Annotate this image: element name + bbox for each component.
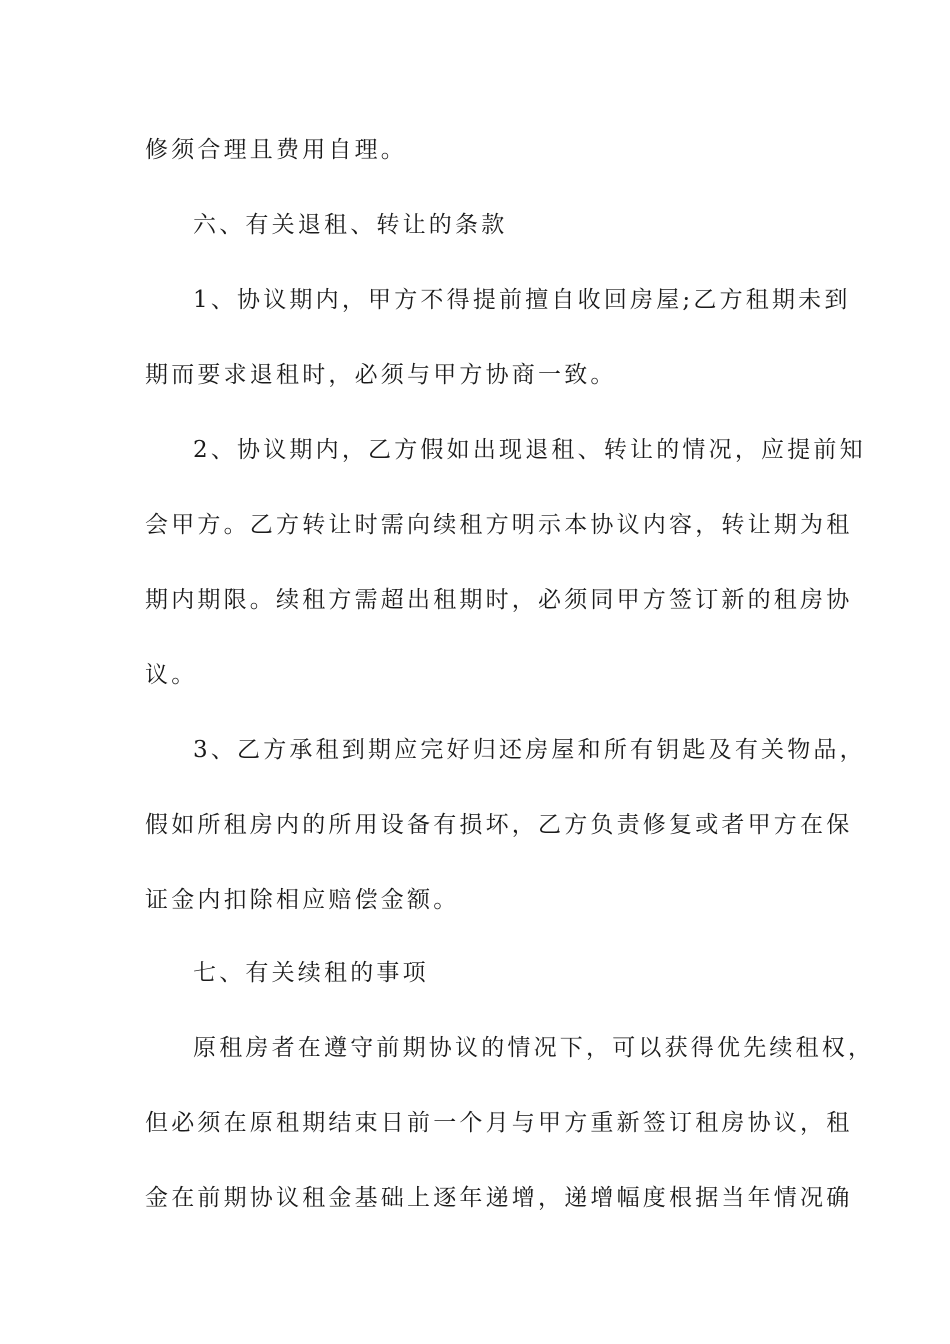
text-line: 期内期限。续租方需超出租期时，必须同甲方签订新的租房协 <box>145 587 853 613</box>
text-line: 假如所租房内的所用设备有损坏，乙方负责修复或者甲方在保 <box>145 812 853 838</box>
text-line: 1、协议期内，甲方不得提前擅自收回房屋;乙方租期未到 <box>193 287 851 313</box>
text-line: 期而要求退租时，必须与甲方协商一致。 <box>145 362 617 388</box>
text-line: 议。 <box>145 662 198 688</box>
text-line: 会甲方。乙方转让时需向续租方明示本协议内容，转让期为租 <box>145 512 853 538</box>
text-line: 原租房者在遵守前期协议的情况下，可以获得优先续租权， <box>193 1035 875 1061</box>
text-line: 金在前期协议租金基础上逐年递增，递增幅度根据当年情况确 <box>145 1185 853 1211</box>
text-line: 修须合理且费用自理。 <box>145 137 407 163</box>
text-line: 2、协议期内，乙方假如出现退租、转让的情况，应提前知 <box>193 437 866 463</box>
section-heading: 七、有关续租的事项 <box>193 960 429 986</box>
text-line: 但必须在原租期结束日前一个月与甲方重新签订租房协议，租 <box>145 1110 853 1136</box>
text-line: 证金内扣除相应赔偿金额。 <box>145 887 460 913</box>
text-line: 3、乙方承租到期应完好归还房屋和所有钥匙及有关物品， <box>193 737 866 763</box>
section-heading: 六、有关退租、转让的条款 <box>193 212 508 238</box>
